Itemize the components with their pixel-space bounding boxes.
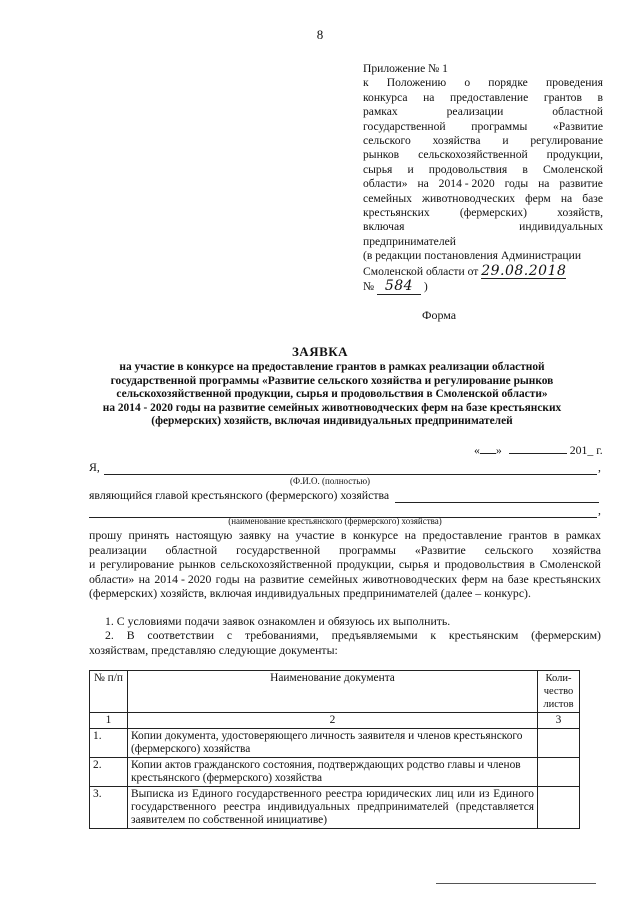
request-word: сельского <box>484 542 534 557</box>
appendix-word: ферм <box>525 191 551 205</box>
appendix-word: на <box>417 177 429 191</box>
request-word: в <box>340 528 347 542</box>
appendix-word: индивидуальных <box>519 220 603 234</box>
appendix-line <box>363 163 603 177</box>
request-word: на <box>243 571 256 586</box>
request-word: настоящую <box>175 528 233 542</box>
item-2-word: соответствии <box>147 628 215 642</box>
form-label: Форма <box>422 308 457 322</box>
appendix-word: предоставление <box>450 90 529 104</box>
index-col-3: 3 <box>538 713 580 729</box>
request-word: программы <box>339 542 396 557</box>
request-word: принять <box>128 528 170 542</box>
appendix-word: развитие <box>559 177 603 191</box>
subtitle-line: на участие в конкурсе на предоставление грантов в рамках реализации областной <box>119 361 545 373</box>
fio-line: Я, , <box>89 460 601 474</box>
item-2-word: (фермерским) <box>531 628 601 642</box>
table-row <box>90 729 580 758</box>
subtitle-line: государственной программы «Развитие сельского хозяйства и регулирование рынков <box>110 374 554 387</box>
appendix-last-line: предпринимателей <box>363 234 456 248</box>
appendix-word: 2014 - 2020 <box>438 177 495 191</box>
appendix-word: рынков <box>363 148 400 162</box>
request-word: в <box>529 557 535 572</box>
date-line <box>474 443 606 458</box>
document-title: ЗАЯВКА <box>291 344 349 359</box>
request-word: заявку <box>238 528 272 542</box>
appendix-word: проведения <box>545 76 603 90</box>
request-word: животноводческих <box>362 571 458 586</box>
item-2 <box>89 628 601 657</box>
appendix-word: реализации <box>446 105 504 119</box>
document-subtitle <box>72 361 592 429</box>
edition-number-handwritten: 584 <box>377 279 421 294</box>
appendix-word: сельского <box>363 134 411 148</box>
request-word: регулирование <box>100 557 175 572</box>
appendix-word: сельскохозяйственной <box>418 148 528 162</box>
appendix-line <box>363 134 603 148</box>
request-word: годы <box>215 571 240 586</box>
appendix-word: рамках <box>363 105 398 119</box>
request-word: сырья <box>398 557 429 572</box>
header-count: Коли-чество листов <box>538 671 580 713</box>
item-2-word: 2. <box>105 628 114 642</box>
row-num: 3. <box>90 787 128 829</box>
item-2-word: к <box>430 628 437 642</box>
fio-blank <box>104 463 597 475</box>
subtitle-line: (фермерских) хозяйств, включая индивидуальных предпринимателей <box>151 415 513 428</box>
request-word: Смоленской <box>539 557 601 572</box>
header-name: Наименование документа <box>128 671 538 713</box>
item-2-line-2: хозяйствам, представляю следующие документы: <box>89 642 338 657</box>
appendix-line <box>363 220 603 234</box>
appendix-word: животноводческих <box>421 191 516 205</box>
request-word: предоставление <box>422 528 503 542</box>
appendix-word: базе <box>582 191 603 205</box>
item-2-word: с <box>226 628 233 642</box>
table-index-row <box>90 713 580 729</box>
appendix-word: к <box>363 76 369 90</box>
request-word: конкурсе <box>352 528 399 542</box>
appendix-line <box>363 105 603 119</box>
request-word: прошу <box>89 528 123 542</box>
request-word: семейных <box>308 571 359 586</box>
item-2-word: В <box>126 628 135 642</box>
fio-hint: (Ф.И.О. (полностью) <box>289 476 371 486</box>
appendix-line <box>363 76 603 90</box>
appendix-word: в <box>522 162 528 176</box>
request-word: государственной <box>236 542 321 557</box>
appendix-word: семейных <box>363 191 412 205</box>
request-word: участие <box>295 528 335 542</box>
edition-line-3 <box>363 279 603 294</box>
item-2-word: предъявляемыми <box>331 628 418 642</box>
request-word: рамках <box>565 528 601 542</box>
request-word: рынков <box>178 557 216 572</box>
item-1: 1. С условиями подачи заявок ознакомлен и обязуюсь их выполнить. <box>105 614 451 628</box>
request-word: и <box>433 557 440 572</box>
appendix-word: включая <box>363 220 405 234</box>
header-num: № п/п <box>90 671 128 713</box>
request-word: ферм <box>461 571 488 586</box>
appendix-word: грантов <box>543 90 582 104</box>
appendix-block <box>363 62 603 295</box>
appendix-word: на <box>423 90 435 104</box>
appendix-word: программы <box>471 119 528 133</box>
appendix-lines <box>363 76 603 234</box>
table-row <box>90 787 580 829</box>
appendix-line <box>363 177 603 191</box>
row-name: Копии актов гражданского состояния, подтверждающих родство главы и членов крестьянского (фермерского) хозяйства <box>128 758 538 787</box>
request-line <box>89 543 601 558</box>
appendix-word: конкурса <box>363 90 408 104</box>
edition-line-2 <box>363 264 603 279</box>
row-count <box>538 758 580 787</box>
request-word: в <box>553 528 560 542</box>
documents-table <box>89 670 580 829</box>
request-word: крестьянских <box>533 571 601 586</box>
head-of-line <box>89 488 599 503</box>
appendix-word: (фермерских) <box>459 206 527 220</box>
row-count <box>538 729 580 758</box>
date-open-quote: « <box>474 443 480 457</box>
request-word: на <box>277 528 290 542</box>
item-2-word: крестьянским <box>448 628 519 642</box>
request-word: продовольствия <box>444 557 525 572</box>
subtitle-line: на 2014 - 2020 годы на развитие семейных животноводческих ферм на базе крестьянских <box>102 401 562 414</box>
request-word: продукции, <box>336 557 395 572</box>
request-word: базе <box>507 571 529 586</box>
row-name: Копии документа, удостоверяющего личность заявителя и членов крестьянского (фермерского) хозяйства <box>128 729 538 758</box>
farm-name-blank-1 <box>395 491 599 503</box>
appendix-word: продукции, <box>546 148 603 162</box>
appendix-word: и <box>407 162 414 176</box>
edition-close: ) <box>423 280 428 294</box>
appendix-word: и <box>502 134 509 148</box>
appendix-word: продовольствия <box>428 162 508 176</box>
appendix-word: хозяйства <box>432 134 481 148</box>
request-lines <box>89 528 601 586</box>
request-word: на <box>404 528 417 542</box>
appendix-word: порядке <box>488 76 528 90</box>
request-word: грантов <box>508 528 548 542</box>
edition-no-prefix: № <box>363 280 375 294</box>
request-line <box>89 572 601 587</box>
date-close-quote: » <box>495 443 502 457</box>
appendix-word: крестьянских <box>363 206 430 220</box>
request-word: «Развитие <box>414 542 466 557</box>
index-col-1: 1 <box>90 713 128 729</box>
head-of-label: являющийся главой крестьянского (фермерского) хозяйства <box>89 488 390 502</box>
page-number: 8 <box>316 27 324 42</box>
edition-date-handwritten: 29.08.2018 <box>481 262 567 279</box>
appendix-word: Положению <box>386 76 447 90</box>
request-word: и <box>89 557 96 572</box>
appendix-line <box>363 120 603 134</box>
appendix-word: о <box>464 76 471 90</box>
request-line <box>89 528 601 543</box>
request-word: развитие <box>259 571 305 586</box>
farm-name-hint: (наименование крестьянского (фермерского) хозяйства) <box>228 516 442 526</box>
request-word: реализации <box>89 542 147 557</box>
appendix-word: государственной <box>363 119 446 133</box>
appendix-word: «Развитие <box>552 119 603 133</box>
appendix-word: на <box>538 177 550 191</box>
request-word: 2014 - 2020 <box>154 571 212 586</box>
table-row <box>90 758 580 787</box>
appendix-line <box>363 206 603 220</box>
row-num: 1. <box>90 729 128 758</box>
appendix-line <box>363 192 603 206</box>
request-line <box>89 557 601 572</box>
request-word: областной <box>165 542 218 557</box>
table-header-row <box>90 671 580 713</box>
request-word: на <box>138 571 151 586</box>
item-2-line-1 <box>89 628 601 643</box>
row-name: Выписка из Единого государственного реестра юридических лиц или из Единого государственного реестра индивидуальных предпринимателей (представляется заявителем по собственной инициативе) <box>128 787 538 829</box>
appendix-line <box>363 148 603 162</box>
footer-rule <box>436 883 596 884</box>
fio-prefix: Я, <box>89 460 100 474</box>
appendix-word: сырья <box>363 162 393 176</box>
month-blank <box>509 453 567 454</box>
item-2-word: требованиями, <box>244 628 319 642</box>
edition-line-1: (в редакции постановления Администрации <box>363 249 582 263</box>
date-year: 201_ г. <box>569 443 603 457</box>
day-blank <box>480 453 496 454</box>
farm-name-line-2: , <box>89 503 601 518</box>
appendix-word: области» <box>363 177 408 191</box>
edition-prefix: Смоленской области от <box>363 264 479 278</box>
appendix-word: регулирование <box>530 134 603 148</box>
request-word: хозяйства <box>552 542 601 557</box>
subtitle-line: сельскохозяйственной продукции, сырья и продовольствия в Смоленской области» <box>116 388 548 401</box>
appendix-line <box>363 91 603 105</box>
appendix-word: Смоленской <box>542 162 603 176</box>
appendix-word: в <box>597 90 603 104</box>
index-col-2: 2 <box>128 713 538 729</box>
row-count <box>538 787 580 829</box>
appendix-word: годы <box>504 177 529 191</box>
request-word: на <box>491 571 504 586</box>
appendix-word: на <box>560 191 573 205</box>
request-word: сельскохозяйственной <box>220 557 332 572</box>
request-word: области» <box>89 571 135 586</box>
appendix-word: хозяйств, <box>557 206 603 220</box>
appendix-word: областной <box>552 105 603 119</box>
appendix-title: Приложение № 1 <box>363 62 448 75</box>
row-num: 2. <box>90 758 128 787</box>
request-paragraph <box>89 528 601 601</box>
request-last-line: (фермерских) хозяйств, включая индивидуальных предпринимателей (далее – конкурс). <box>89 586 531 601</box>
